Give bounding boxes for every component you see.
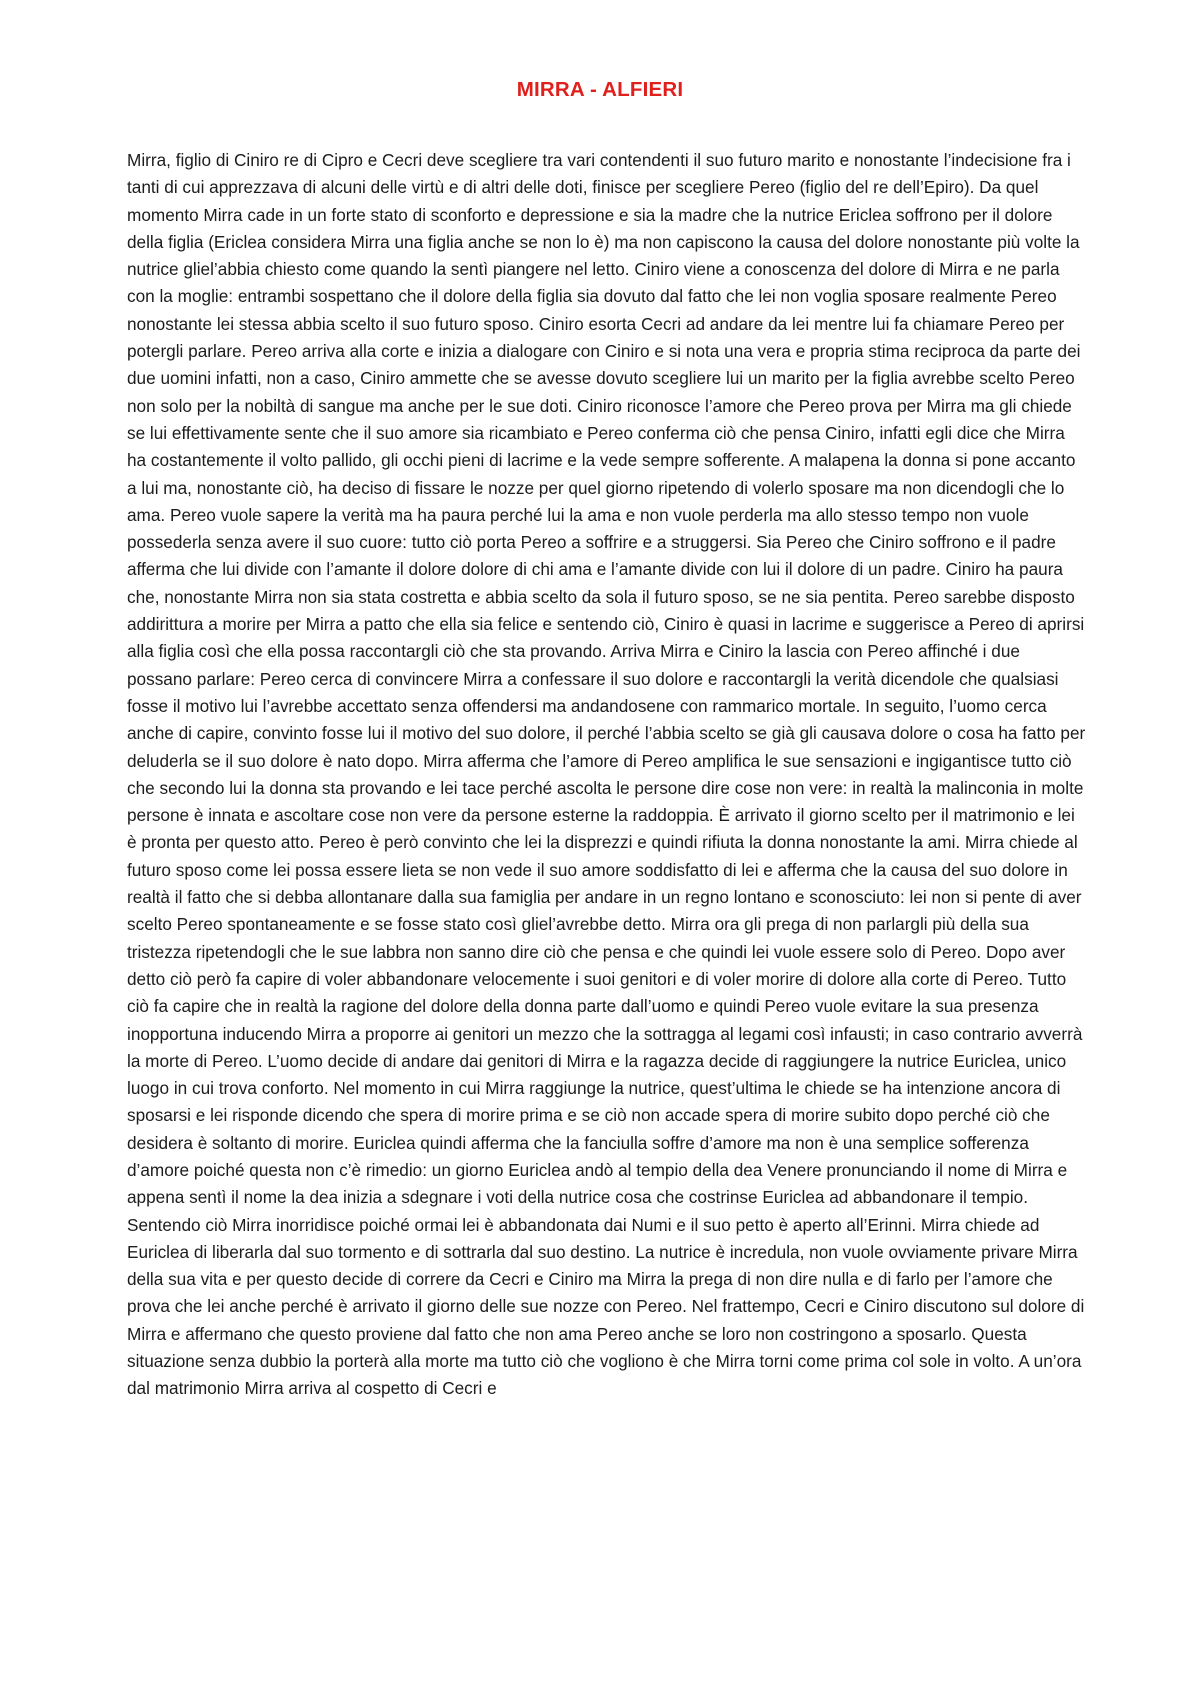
document-body-paragraph: Mirra, figlio di Ciniro re di Cipro e Cecri deve scegliere tra vari contendenti il suo futuro marito e nonostante l’indecisione fra i tanti di cui apprezzava di alcuni delle virtù e di altri delle doti, finisce per scegliere Pereo (figlio del re dell’Epiro). Da quel momento Mirra cade in un forte stato di sconforto e depressione e sia la madre che la nutrice Ericlea soffrono per il dolore della figlia (Ericlea considera Mirra una figlia anche se non lo è) ma non capiscono la causa del dolore nonostante più volte la nutrice gliel’abbia chiesto come quando la sentì piangere nel letto. Ciniro viene a conoscenza del dolore di Mirra e ne parla con la moglie: entrambi sospettano che il dolore della figlia sia dovuto dal fatto che lei non voglia sposare realmente Pereo nonostante lei stessa abbia scelto il suo futuro sposo. Ciniro esorta Cecri ad andare da lei mentre lui fa chiamare Pereo per potergli parlare. Pereo arriva alla corte e inizia a dialogare con Ciniro e si nota una vera e propria stima reciproca da parte dei due uomini infatti, non a caso, Ciniro ammette che se avesse dovuto scegliere lui un marito per la figlia avrebbe scelto Pereo non solo per la nobiltà di sangue ma anche per le sue doti. Ciniro riconosce l’amore che Pereo prova per Mirra ma gli chiede se lui effettivamente sente che il suo amore sia ricambiato e Pereo conferma ciò che pensa Ciniro, infatti egli dice che Mirra ha costantemente il volto pallido, gli occhi pieni di lacrime e la vede sempre sofferente. A malapena la donna si pone accanto a lui ma, nonostante ciò, ha deciso di fissare le nozze per quel giorno ripetendo di volerlo sposare ma non dicendogli che lo ama. Pereo vuole sapere la verità ma ha paura perché lui la ama e non vuole perderla ma allo stesso tempo non vuole possederla senza avere il suo cuore: tutto ciò porta Pereo a soffrire e a struggersi. Sia Pereo che Ciniro soffrono e il padre afferma che lui divide con l’amante il dolore dolore di chi ama e l’amante divide con lui il dolore di un padre. Ciniro ha paura che, nonostante Mirra non sia stata costretta e abbia scelto da sola il futuro sposo, se ne sia pentita. Pereo sarebbe disposto addirittura a morire per Mirra a patto che ella sia felice e sentendo ciò, Ciniro è quasi in lacrime e suggerisce a Pereo di aprirsi alla figlia così che ella possa raccontargli ciò che sta provando. Arriva Mirra e Ciniro la lascia con Pereo affinché i due possano parlare: Pereo cerca di convincere Mirra a confessare il suo dolore e raccontargli la verità dicendole che qualsiasi fosse il motivo lui l’avrebbe accettato senza offendersi ma andandosene con rammarico mortale. In seguito, l’uomo cerca anche di capire, convinto fosse lui il motivo del suo dolore, il perché l’abbia scelto se già gli causava dolore o cosa ha fatto per deluderla se il suo dolore è nato dopo. Mirra afferma che l’amore di Pereo amplifica le sue sensazioni e ingigantisce tutto ciò che secondo lui la donna sta provando e lei tace perché ascolta le persone dire cose non vere: in realtà la malinconia in molte persone è innata e ascoltare cose non vere da persone esterne la raddoppia. È arrivato il giorno scelto per il matrimonio e lei è pronta per questo atto. Pereo è però convinto che lei la disprezzi e quindi rifiuta la donna nonostante la ami. Mirra chiede al futuro sposo come lei possa essere lieta se non vede il suo amore soddisfatto di lei e afferma che la causa del suo dolore in realtà il fatto che si debba allontanare dalla sua famiglia per andare in un regno lontano e sconosciuto: lei non si pente di aver scelto Pereo spontaneamente e se fosse stato così gliel’avrebbe detto. Mirra ora gli prega di non parlargli più della sua tristezza ripetendogli che le sue labbra non sanno dire ciò che pensa e che quindi lei vuole essere solo di Pereo. Dopo aver detto ciò però fa capire di voler abbandonare velocemente i suoi genitori e di voler morire di dolore alla corte di Pereo. Tutto ciò fa capire che in realtà la ragione del dolore della donna parte dall’uomo e quindi Pereo vuole evitare la sua presenza inopportuna inducendo Mirra a proporre ai genitori un mezzo che la sottragga al legami così infausti; in caso contrario avverrà la morte di Pereo. L’uomo decide di andare dai genitori di Mirra e la ragazza decide di raggiungere la nutrice Euriclea, unico luogo in cui trova conforto. Nel momento in cui Mirra raggiunge la nutrice, quest’ultima le chiede se ha intenzione ancora di sposarsi e lei risponde dicendo che spera di morire prima e se ciò non accade spera di morire subito dopo perché ciò che desidera è soltanto di morire. Euriclea quindi afferma che la fanciulla soffre d’amore ma non è una semplice sofferenza d’amore poiché questa non c’è rimedio: un giorno Euriclea andò al tempio della dea Venere pronunciando il nome di Mirra e appena sentì il nome la dea inizia a sdegnare i voti della nutrice cosa che costrinse Euriclea ad abbandonare il tempio. Sentendo ciò Mirra inorridisce poiché ormai lei è abbandonata dai Numi e il suo petto è aperto all’Erinni. Mirra chiede ad Euriclea di liberarla dal suo tormento e di sottrarla dal suo destino. La nutrice è incredula, non vuole ovviamente privare Mirra della sua vita e per questo decide di correre da Cecri e Ciniro ma Mirra la prega di non dire nulla e di farlo per l’amore che prova che lei anche perché è arrivato il giorno delle sue nozze con Pereo. Nel frattempo, Cecri e Ciniro discutono sul dolore di Mirra e affermano che questo proviene dal fatto che non ama Pereo anche se loro non costringono a sposarlo. Questa situazione senza dubbio la porterà alla morte ma tutto ciò che vogliono è che Mirra torni come prima col sole in volto. A un’ora dal matrimonio Mirra arriva al cospetto di Cecri e	[127, 150, 1086, 1399]
document-title: MIRRA - ALFIERI	[516, 78, 684, 101]
